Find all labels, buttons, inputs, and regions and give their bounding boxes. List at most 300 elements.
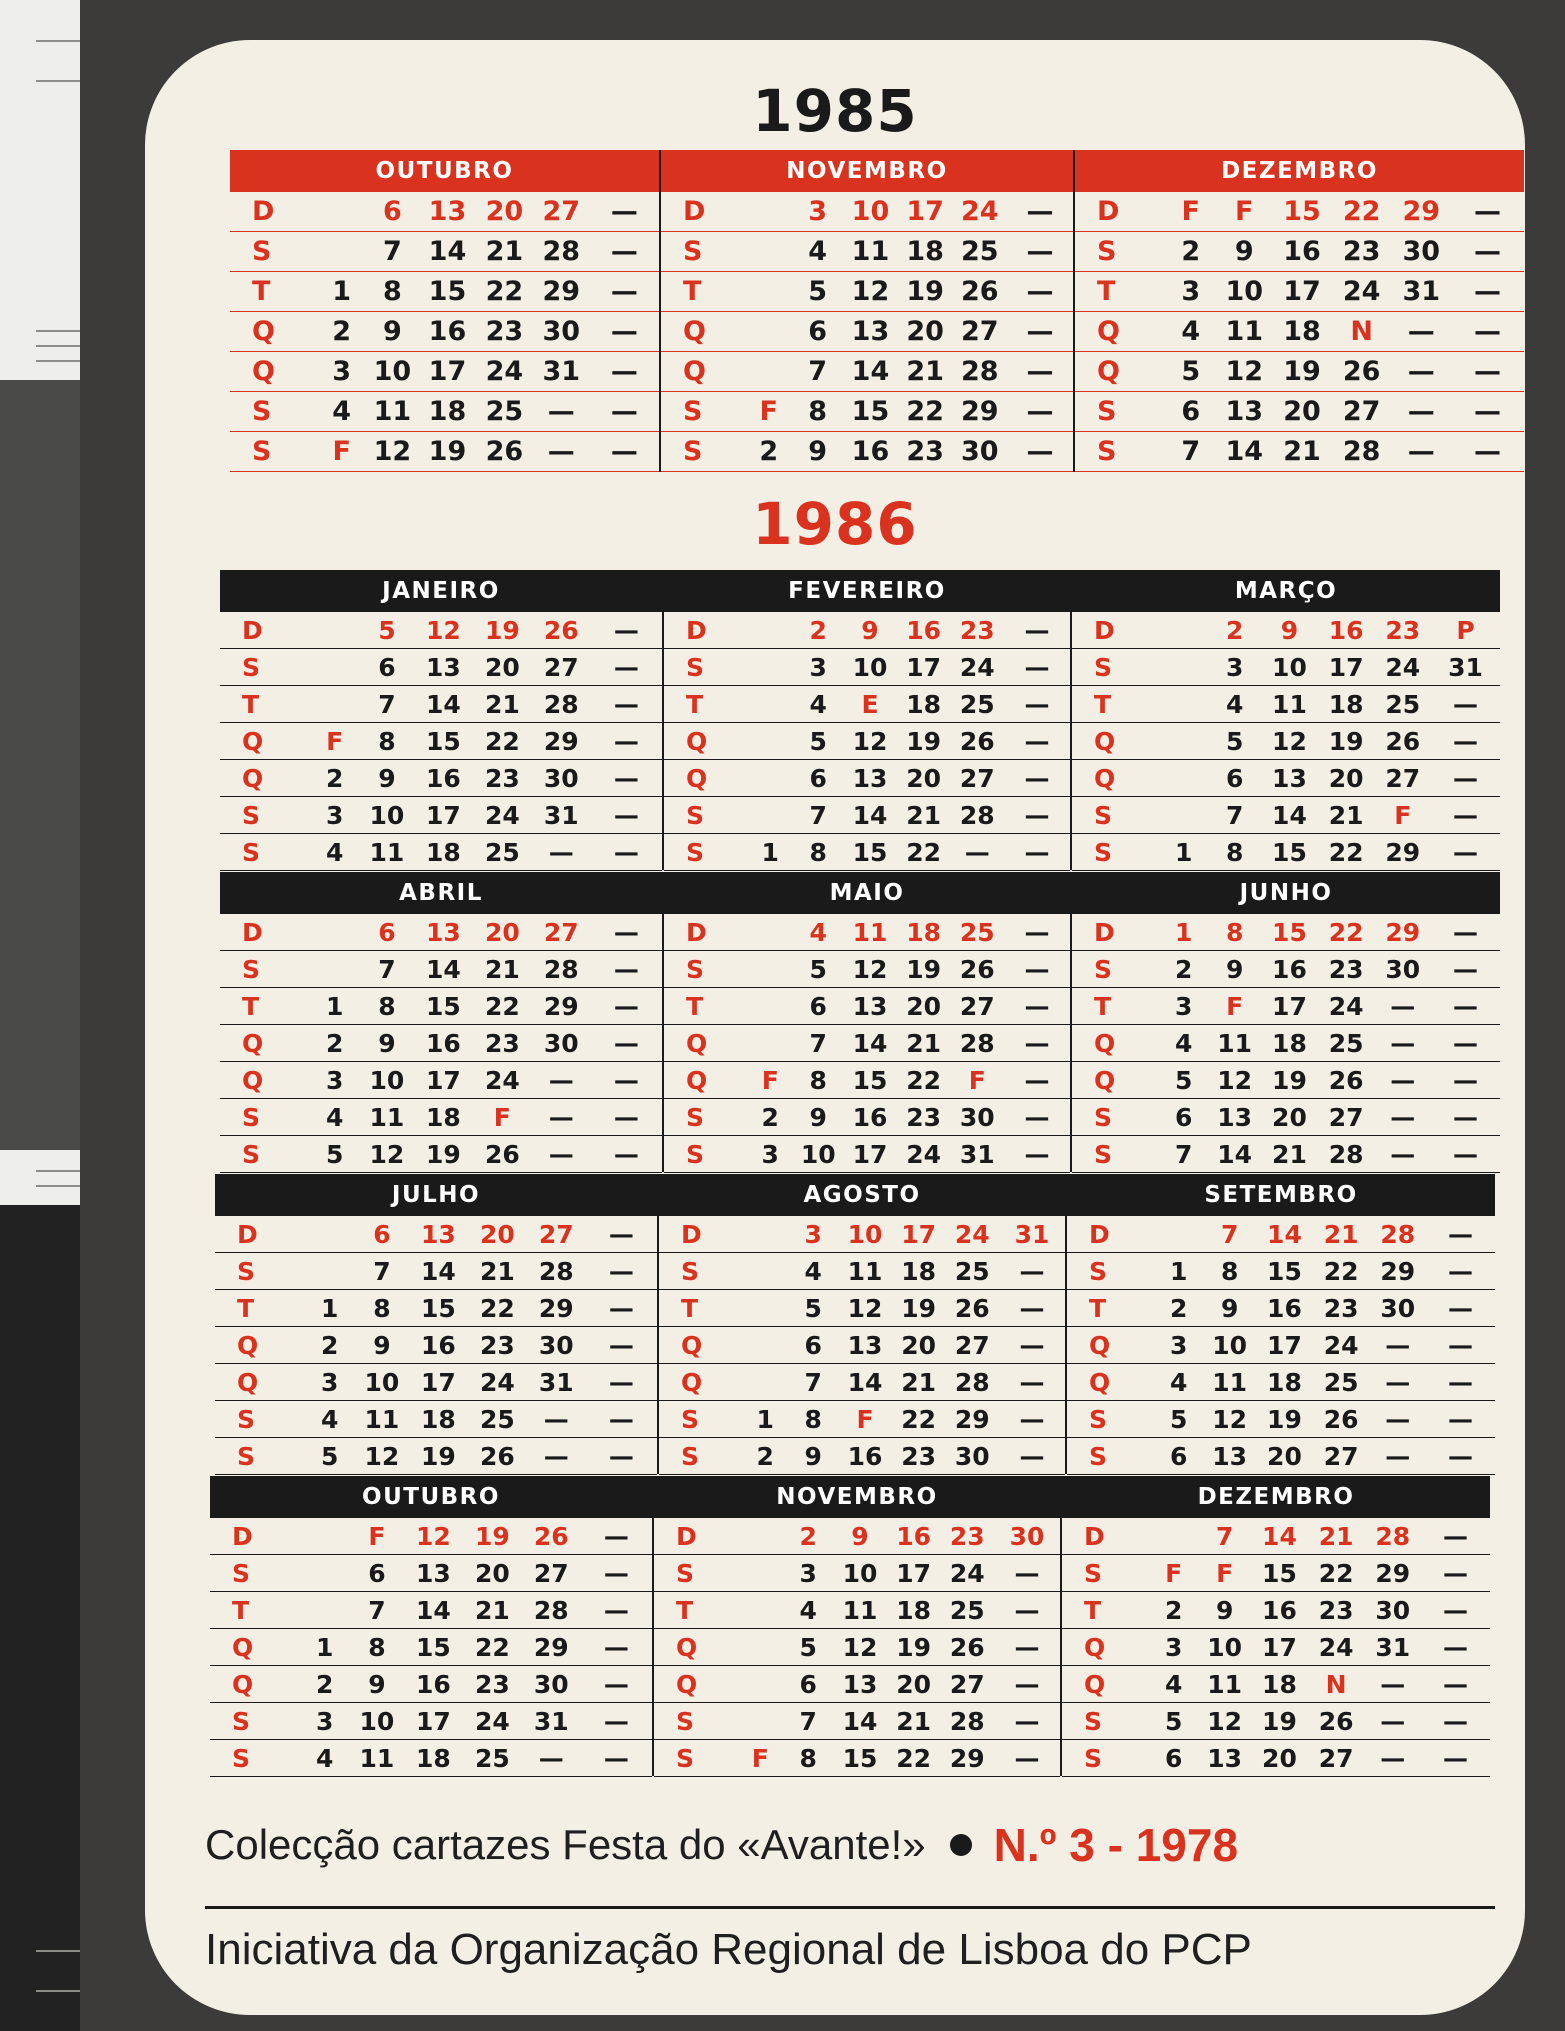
month-header: SETEMBRO [1067,1174,1495,1216]
day-cell: 25 [1385,689,1421,719]
day-cell: 8 [809,837,827,867]
day-cell: 11 [1272,689,1307,719]
week-row [1067,1216,1495,1253]
day-cell: 21 [1318,1521,1354,1551]
day-cell: 26 [1318,1706,1354,1736]
day-cell: — [547,436,575,467]
day-cell: 16 [851,436,890,467]
day-cell: — [1448,1404,1474,1434]
day-cell: 15 [426,726,461,756]
day-cell: 22 [906,396,944,427]
day-cell: 11 [1207,1669,1243,1699]
weekday-label: Q [232,1669,254,1699]
day-cell: 19 [421,1441,456,1471]
weekday-label: T [252,276,271,307]
day-cell: 23 [906,1102,942,1132]
day-cell: 2 [325,1028,344,1058]
week-row [664,649,1070,686]
day-cell: F [751,1743,769,1773]
day-cell: — [548,837,574,867]
day-cell: 18 [896,1595,932,1625]
day-cell: — [538,1743,564,1773]
day-cell: 12 [416,1521,451,1551]
weekday-label: S [1094,954,1113,984]
week-row [1072,1062,1500,1099]
day-cell: 29 [1385,917,1421,947]
day-cell: 31 [1375,1632,1411,1662]
day-cell: 21 [485,236,524,267]
day-cell: 29 [1385,837,1421,867]
day-cell: 28 [1380,1219,1416,1249]
day-cell: — [1390,991,1416,1021]
day-cell: — [613,726,639,756]
week-row [1067,1253,1495,1290]
day-cell: 19 [1328,726,1364,756]
weekday-label: D [242,917,263,947]
day-cell: 29 [949,1743,985,1773]
week-row [1072,797,1500,834]
day-cell: 26 [485,436,524,467]
day-cell: F [1235,196,1254,227]
day-cell: 4 [1181,316,1201,347]
day-cell: 22 [901,1404,937,1434]
day-cell: — [613,1028,639,1058]
scanner-black-block [0,1205,80,2031]
weekday-label: D [1094,615,1115,645]
day-cell: 6 [809,763,827,793]
day-cell: 26 [484,1139,520,1169]
day-cell: 14 [1267,1219,1302,1249]
day-cell: 4 [1165,1669,1183,1699]
day-cell: 19 [906,726,942,756]
week-row [215,1364,657,1401]
day-cell: — [613,917,639,947]
day-cell: — [1024,837,1050,867]
day-cell: 24 [954,1219,990,1249]
day-cell: 14 [1272,800,1307,830]
day-cell: 8 [799,1743,817,1773]
week-row [661,432,1073,472]
day-cell: 9 [851,1521,869,1551]
day-cell: 18 [421,1404,456,1434]
collection-caption [205,1815,1505,1875]
day-cell: — [1024,652,1050,682]
day-cell: 7 [804,1367,822,1397]
week-row [654,1629,1060,1666]
weekday-label: T [1089,1293,1107,1323]
day-cell: — [1390,1102,1416,1132]
day-cell: 17 [852,1139,888,1169]
day-cell: 20 [906,991,942,1021]
day-cell: 19 [901,1293,937,1323]
day-cell: 8 [383,276,402,307]
week-row [659,1364,1065,1401]
day-cell: F [761,1065,779,1095]
day-cell: 31 [959,1139,995,1169]
day-cell: 23 [1328,954,1364,984]
month-agosto-1986 [657,1174,1065,1474]
day-cell: 20 [906,763,942,793]
day-cell: 28 [1375,1521,1411,1551]
day-cell: 28 [1328,1139,1364,1169]
scanner-tick [36,1950,80,1952]
weekday-label: S [242,954,261,984]
weekday-label: S [1097,236,1117,267]
day-cell: 16 [1283,236,1321,267]
day-cell: 3 [1175,991,1193,1021]
day-cell: 20 [901,1330,937,1360]
day-cell: 28 [533,1595,569,1625]
day-cell: 16 [421,1330,456,1360]
day-cell: 8 [804,1404,822,1434]
day-cell: — [1390,1028,1416,1058]
day-cell: F [759,396,778,427]
day-cell: 4 [1225,689,1244,719]
day-cell: 1 [320,1293,339,1323]
weekday-label: Q [1094,1028,1116,1058]
day-cell: 3 [1165,1632,1183,1662]
day-cell: 9 [373,1330,391,1360]
day-cell: 29 [543,991,579,1021]
day-cell: 28 [1342,436,1381,467]
day-cell: 13 [416,1558,451,1588]
day-cell: 18 [416,1743,451,1773]
day-cell: 2 [759,436,779,467]
day-cell: 1 [1170,1256,1188,1286]
day-cell: 14 [428,236,467,267]
day-cell: 4 [809,689,827,719]
week-row [220,723,662,760]
day-cell: 19 [906,276,944,307]
day-cell: 3 [1170,1330,1188,1360]
day-cell: F [1226,991,1244,1021]
day-cell: — [613,954,639,984]
day-cell: 2 [756,1441,774,1471]
collection-text: Colecção cartazes Festa do «Avante!» [205,1821,926,1868]
day-cell: 11 [847,1256,883,1286]
day-cell: — [1474,396,1502,427]
day-cell: 20 [484,917,520,947]
week-row [661,232,1073,272]
week-row [1062,1740,1490,1777]
day-cell: 31 [1014,1219,1050,1249]
day-cell: — [1448,1367,1474,1397]
day-cell: 28 [954,1367,990,1397]
weekday-label: S [681,1441,700,1471]
day-cell: 14 [416,1595,451,1625]
week-row [230,192,659,232]
day-cell: N [1325,1669,1347,1699]
day-cell: 29 [543,726,579,756]
day-cell: 20 [1328,763,1364,793]
week-row [1062,1703,1490,1740]
day-cell: 17 [426,1065,461,1095]
day-cell: 13 [852,763,888,793]
day-cell: 10 [1225,276,1264,307]
weekday-label: T [237,1293,255,1323]
day-cell: 30 [1402,236,1441,267]
week-row [1067,1327,1495,1364]
month-header: NOVEMBRO [654,1476,1060,1518]
month-header: OUTUBRO [230,150,659,192]
day-cell: 30 [533,1669,569,1699]
day-cell: 6 [1175,1102,1193,1132]
day-cell: 3 [808,196,828,227]
day-cell: — [1380,1743,1406,1773]
day-cell: 7 [799,1706,817,1736]
weekday-label: S [683,396,703,427]
week-row [1072,723,1500,760]
day-cell: F [968,1065,986,1095]
day-cell: — [613,991,639,1021]
month-header: JANEIRO [220,570,662,612]
day-cell: 1 [761,837,779,867]
day-cell: 27 [949,1669,985,1699]
weekday-label: Q [1089,1330,1111,1360]
day-cell: 31 [1402,276,1441,307]
day-cell: 17 [426,800,461,830]
day-cell: 15 [421,1293,456,1323]
weekday-label: Q [1084,1632,1106,1662]
day-cell: — [608,1404,634,1434]
day-cell: 21 [906,800,942,830]
day-cell: 19 [1262,1706,1297,1736]
day-cell: 26 [960,276,999,307]
month-julho-1986 [215,1174,657,1474]
day-cell: 6 [383,196,402,227]
day-cell: 28 [949,1706,985,1736]
day-cell: 15 [428,276,467,307]
day-cell: 18 [428,396,467,427]
day-cell: — [1474,436,1502,467]
day-cell: — [1024,726,1050,756]
day-cell: 9 [1280,615,1299,645]
day-cell: — [543,1404,569,1434]
week-row [215,1253,657,1290]
day-cell: — [1474,236,1502,267]
weekday-label: S [1089,1404,1108,1434]
day-cell: 14 [852,800,888,830]
weekday-label: Q [252,356,275,387]
day-cell: 21 [896,1706,932,1736]
day-cell: 15 [852,1065,888,1095]
day-cell: 4 [804,1256,822,1286]
day-cell: 12 [847,1293,883,1323]
day-cell: 14 [1217,1139,1253,1169]
week-row [1075,352,1524,392]
month-header: JUNHO [1072,872,1500,914]
day-cell: — [1453,1028,1479,1058]
day-cell: — [1385,1367,1411,1397]
day-cell: — [1380,1706,1406,1736]
day-cell: — [610,356,638,387]
weekday-label: S [252,236,272,267]
month-header: MAIO [664,872,1070,914]
day-cell: 3 [332,356,352,387]
day-cell: 13 [421,1219,456,1249]
day-cell: 24 [479,1367,515,1397]
day-cell: 27 [960,316,999,347]
week-row [210,1666,652,1703]
day-cell: 26 [533,1521,569,1551]
day-cell: 15 [852,837,888,867]
weekday-label: Q [1094,763,1116,793]
day-cell: — [613,615,639,645]
day-cell: 18 [906,689,942,719]
weekday-label: Q [237,1330,259,1360]
day-cell: — [1453,1139,1479,1169]
day-cell: 28 [959,1028,995,1058]
day-cell: 10 [1272,652,1307,682]
year-1986-row-2 [220,872,1500,1172]
day-cell: 7 [1215,1521,1234,1551]
day-cell: 25 [474,1743,510,1773]
day-cell: 23 [484,763,520,793]
day-cell: — [1024,1028,1050,1058]
day-cell: 2 [1165,1595,1183,1625]
day-cell: 24 [474,1706,510,1736]
week-row [215,1401,657,1438]
day-cell: 12 [1207,1706,1243,1736]
weekday-label: Q [686,1065,708,1095]
week-row [659,1253,1065,1290]
day-cell: — [613,1102,639,1132]
day-cell: — [1024,689,1050,719]
day-cell: 15 [1272,837,1307,867]
week-row [664,1099,1070,1136]
day-cell: 5 [1170,1404,1188,1434]
day-cell: 31 [538,1367,574,1397]
day-cell: — [610,316,638,347]
day-cell: 19 [484,615,520,645]
week-row [210,1592,652,1629]
day-cell: — [1014,1595,1040,1625]
weekday-label: S [242,800,261,830]
day-cell: 12 [852,954,888,984]
week-row [1067,1290,1495,1327]
day-cell: 27 [959,991,995,1021]
day-cell: 3 [1181,276,1201,307]
day-cell: 24 [959,652,995,682]
week-row [1075,312,1524,352]
day-cell: — [1024,1139,1050,1169]
day-cell: — [1024,1102,1050,1132]
day-cell: — [1448,1293,1474,1323]
day-cell: 3 [325,800,344,830]
week-row [661,192,1073,232]
day-cell: 27 [1342,396,1381,427]
day-cell: — [608,1256,634,1286]
week-row [1072,1025,1500,1062]
day-cell: — [1024,991,1050,1021]
week-row [1075,392,1524,432]
week-row [220,951,662,988]
weekday-label: T [681,1293,699,1323]
day-cell: 13 [426,652,461,682]
week-row [1062,1518,1490,1555]
day-cell: 4 [1175,1028,1193,1058]
day-cell: — [1474,276,1502,307]
day-cell: 4 [809,917,827,947]
week-row [664,612,1070,649]
month-header: FEVEREIRO [664,570,1070,612]
day-cell: — [1407,436,1435,467]
day-cell: 21 [1272,1139,1307,1169]
day-cell: 8 [378,726,396,756]
calendar-card [145,40,1525,2015]
collection-number: N.º 3 - 1978 [993,1819,1239,1871]
day-cell: — [1019,1441,1045,1471]
day-cell: 7 [378,689,396,719]
weekday-label: Q [686,726,708,756]
day-cell: F [1181,196,1200,227]
weekday-label: S [242,1102,261,1132]
day-cell: 2 [332,316,352,347]
day-cell: 17 [1262,1632,1297,1662]
week-row [1075,232,1524,272]
weekday-label: S [252,396,272,427]
day-cell: 17 [906,196,944,227]
day-cell: — [1453,726,1479,756]
day-cell: 19 [428,436,467,467]
week-row [1072,649,1500,686]
weekday-label: D [686,917,707,947]
day-cell: 26 [543,615,579,645]
day-cell: 9 [1234,236,1254,267]
week-row [664,1025,1070,1062]
day-cell: 17 [901,1219,937,1249]
day-cell: — [1024,763,1050,793]
day-cell: 25 [960,236,999,267]
day-cell: 24 [949,1558,985,1588]
day-cell: F [856,1404,874,1434]
day-cell: 18 [901,1256,937,1286]
day-cell: 22 [485,276,524,307]
day-cell: 10 [1207,1632,1243,1662]
weekday-label: T [242,689,260,719]
day-cell: 2 [1225,615,1244,645]
week-row [220,1136,662,1173]
weekday-label: Q [681,1330,703,1360]
week-row [230,352,659,392]
day-cell: — [603,1743,629,1773]
week-row [220,797,662,834]
day-cell: 18 [1262,1669,1297,1699]
week-row [664,723,1070,760]
month-fevereiro-1986 [662,570,1070,870]
scanner-tick [36,345,80,347]
day-cell: — [1453,1102,1479,1132]
day-cell: 18 [1283,316,1321,347]
month-janeiro-1986 [220,570,662,870]
weekday-label: T [676,1595,694,1625]
day-cell: 15 [1272,917,1307,947]
day-cell: 12 [1225,356,1264,387]
day-cell: 23 [484,1028,520,1058]
day-cell: F [1165,1558,1183,1588]
day-cell: — [1443,1558,1469,1588]
day-cell: — [1453,763,1479,793]
scanner-tick [36,40,80,42]
day-cell: 24 [1328,991,1364,1021]
day-cell: 25 [959,917,995,947]
day-cell: — [1443,1595,1469,1625]
year-1986-row-3 [215,1174,1495,1474]
scanner-dark-block [0,380,80,1150]
day-cell: 23 [901,1441,937,1471]
weekday-label: S [681,1256,700,1286]
day-cell: — [1453,991,1479,1021]
